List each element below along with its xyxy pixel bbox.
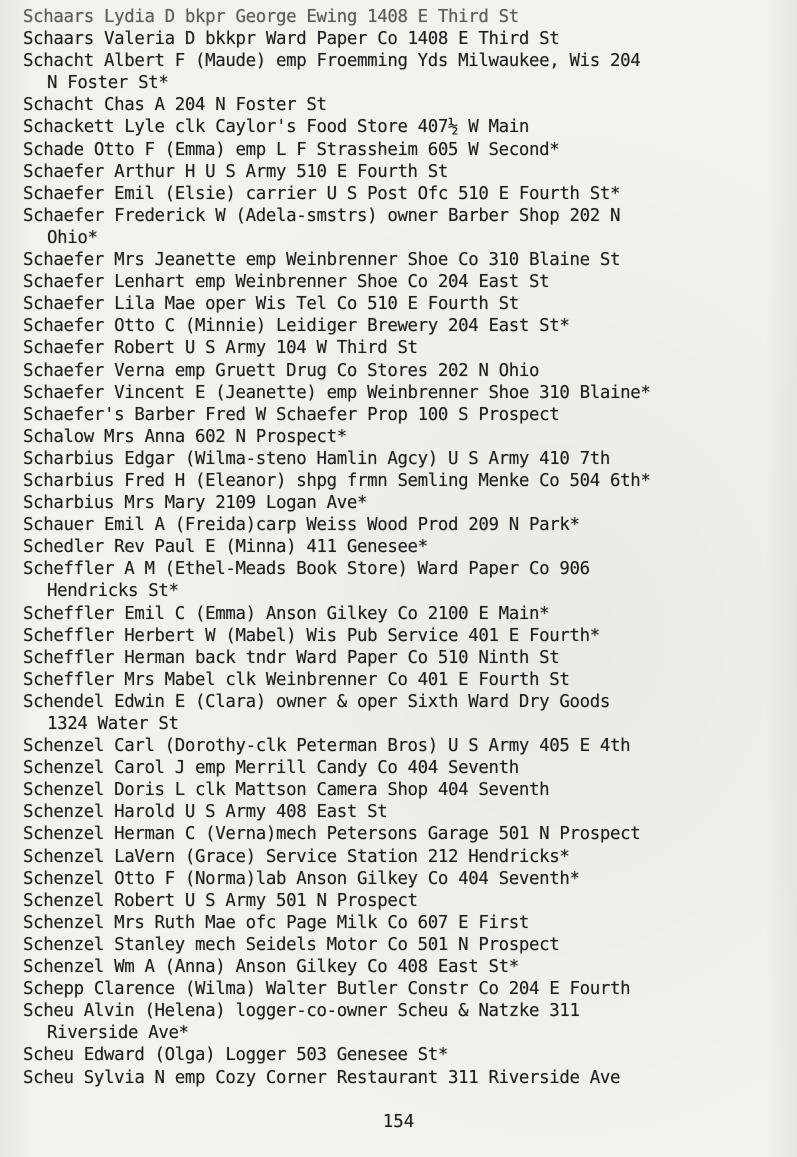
directory-entry-continuation: N Foster St* (47, 73, 169, 94)
directory-entry: Schenzel Carol J emp Merrill Candy Co 404 Seventh (23, 758, 519, 779)
directory-entry: Schaefer Otto C (Minnie) Leidiger Brewery 204 East St* (23, 316, 570, 337)
directory-entry-continuation: Riverside Ave* (47, 1023, 189, 1044)
directory-entry: Schenzel Carl (Dorothy-clk Peterman Bros) U S Army 405 E 4th (23, 736, 631, 757)
directory-entry: Schackett Lyle clk Caylor's Food Store 407½ W Main (23, 117, 530, 138)
directory-entry: Schenzel Mrs Ruth Mae ofc Page Milk Co 607 E First (23, 912, 530, 933)
directory-entry: Schacht Albert F (Maude) emp Froemming Yds Milwaukee, Wis 204 (23, 51, 641, 72)
directory-entry: Schedler Rev Paul E (Minna) 411 Genesee* (23, 537, 428, 558)
directory-entry: Scheu Alvin (Helena) logger-co-owner Scheu & Natzke 311 (23, 1001, 580, 1022)
directory-entry: Scheffler Emil C (Emma) Anson Gilkey Co 2100 E Main* (23, 603, 550, 624)
directory-entry: Schepp Clarence (Wilma) Walter Butler Constr Co 204 E Fourth (23, 979, 631, 1000)
directory-entry: Schaefer Frederick W (Adela-smstrs) owner Barber Shop 202 N (23, 205, 621, 226)
directory-entry: Schaefer Robert U S Army 104 W Third St (23, 338, 418, 359)
directory-entry: Schaefer Vincent E (Jeanette) emp Weinbrenner Shoe 310 Blaine* (23, 382, 651, 403)
directory-entry: Scharbius Fred H (Eleanor) shpg frmn Semling Menke Co 504 6th* (23, 470, 651, 491)
directory-entry: Schaefer Emil (Elsie) carrier U S Post Ofc 510 E Fourth St* (23, 183, 621, 204)
directory-entry: Schaars Lydia D bkpr George Ewing 1408 E Third St (23, 7, 519, 27)
directory-entry: Schade Otto F (Emma) emp L F Strassheim 605 W Second* (23, 139, 560, 160)
directory-entry: Schenzel Stanley mech Seidels Motor Co 501 N Prospect (23, 934, 560, 955)
directory-entry-continuation: Hendricks St* (47, 581, 179, 602)
directory-entry: Scharbius Mrs Mary 2109 Logan Ave* (23, 493, 368, 514)
directory-entry: Schenzel Harold U S Army 408 East St (23, 802, 388, 823)
directory-entry: Schaefer's Barber Fred W Schaefer Prop 100 S Prospect (23, 404, 560, 425)
directory-entry: Schaefer Verna emp Gruett Drug Co Stores 202 N Ohio (23, 360, 540, 381)
directory-entry: Schenzel LaVern (Grace) Service Station 212 Hendricks* (23, 846, 570, 867)
directory-entry: Schaefer Lenhart emp Weinbrenner Shoe Co 204 East St (23, 272, 550, 293)
directory-entry: Schenzel Robert U S Army 501 N Prospect (23, 890, 418, 911)
directory-entry: Schaefer Mrs Jeanette emp Weinbrenner Shoe Co 310 Blaine St (23, 250, 621, 271)
directory-entry: Scheffler Mrs Mabel clk Weinbrenner Co 401 E Fourth St (23, 669, 570, 690)
directory-entry: Scheu Sylvia N emp Cozy Corner Restaurant 311 Riverside Ave (23, 1067, 621, 1088)
directory-entry: Schendel Edwin E (Clara) owner & oper Sixth Ward Dry Goods (23, 691, 610, 712)
directory-entry: Schenzel Otto F (Norma)lab Anson Gilkey Co 404 Seventh* (23, 868, 580, 889)
directory-entry-continuation: Ohio* (47, 227, 98, 248)
directory-listing (23, 6, 793, 1089)
directory-entry: Scheffler Herman back tndr Ward Paper Co 510 Ninth St (23, 647, 560, 668)
directory-entry: Schaars Valeria D bkkpr Ward Paper Co 1408 E Third St (23, 29, 560, 50)
directory-entry: Scheffler Herbert W (Mabel) Wis Pub Service 401 E Fourth* (23, 625, 600, 646)
directory-entry-continuation: 1324 Water St (47, 714, 179, 734)
directory-entry: Schenzel Wm A (Anna) Anson Gilkey Co 408 East St* (23, 957, 519, 978)
directory-entry: Scharbius Edgar (Wilma-steno Hamlin Agcy) U S Army 410 7th (23, 448, 610, 469)
directory-entry: Schacht Chas A 204 N Foster St (23, 95, 327, 116)
directory-entry: Schaefer Lila Mae oper Wis Tel Co 510 E Fourth St (23, 294, 519, 315)
directory-entry: Schenzel Herman C (Verna)mech Petersons Garage 501 N Prospect (23, 824, 641, 845)
directory-entry: Schaefer Arthur H U S Army 510 E Fourth St (23, 161, 449, 182)
directory-entry: Scheu Edward (Olga) Logger 503 Genesee St* (23, 1045, 449, 1066)
page-number: 154 (382, 1112, 415, 1132)
directory-entry: Schenzel Doris L clk Mattson Camera Shop 404 Seventh (23, 780, 550, 801)
directory-entry: Schalow Mrs Anna 602 N Prospect* (23, 426, 347, 447)
directory-entry: Scheffler A M (Ethel-Meads Book Store) Ward Paper Co 906 (23, 559, 590, 580)
directory-entry: Schauer Emil A (Freida)carp Weiss Wood Prod 209 N Park* (23, 515, 580, 536)
